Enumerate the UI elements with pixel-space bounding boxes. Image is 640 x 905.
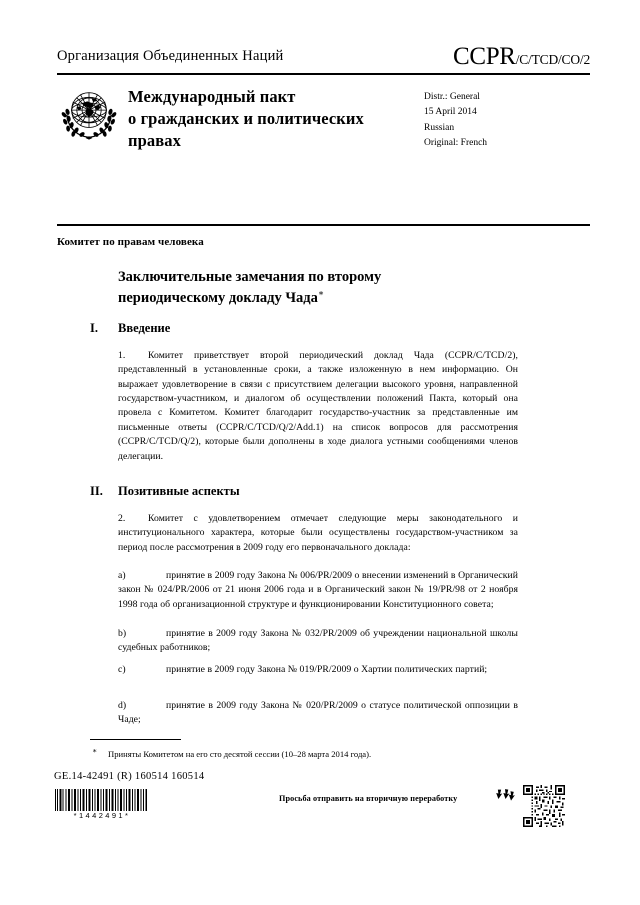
section-1-heading: Введение [118, 321, 171, 335]
document-language: Russian [424, 122, 455, 133]
list-item-c-label: c) [118, 664, 126, 675]
distribution-info [424, 90, 487, 152]
title-footnote-marker: ∗ [317, 288, 324, 298]
paragraph-2-text: Комитет с удовлетворением отмечает следующие меры законодательного и институционального характера, которые были осуществлены государством-участником за период после рассмотрения в 2009 году его первоначального доклада: [118, 513, 518, 553]
header-top-rule [57, 73, 590, 75]
document-symbol [453, 43, 590, 71]
page-title-line-2: периодическому докладу Чада [118, 289, 318, 306]
un-emblem-icon [60, 84, 118, 142]
organization-name: Организация Объединенных Наций [57, 48, 284, 64]
list-item-a-text: принятие в 2009 году Закона № 006/PR/2009 о внесении изменений в Органический закон № 024/PR/2006 от 21 июня 2006 года и в Органический закон № 19/PR/98 от 2 ноября 1998 года об организационной структуре и функционировании Конституционного совета; [118, 570, 518, 610]
distribution-type: Distr.: General [424, 92, 480, 102]
section-2-number: II. [90, 484, 103, 498]
list-item-c [118, 663, 518, 677]
covenant-title-line-1: Международный пакт [128, 87, 296, 106]
page-title-line-1: Заключительные замечания по второму [118, 269, 382, 285]
covenant-title [128, 86, 408, 152]
original-language: Original: French [424, 138, 488, 149]
list-item-b-text: принятие в 2009 году Закона № 032/PR/2009 об учреждении национальной школы судебных работников; [118, 628, 518, 654]
paragraph-1-text: Комитет приветствует второй периодический доклад Чада (CCPR/C/TCD/2), представленный в установленные сроки, а также изложенную в нем информацию. Он выражает удовлетворение в связи с присутствием делегации высокого уровня, направленной государством-участником, и диалогом об осуществлении положений Пакта, который она провела с Комитетом. Комитет благодарит государство-участник за представленные им письменные ответы (CCPR/C/TCD/Q/2/Add.1) на список вопросов для рассмотрения (CCPR/C/TCD/Q/2), которые были дополнены в ходе диалога устными сообщениями членов делегации. [118, 350, 518, 462]
list-item-d [118, 699, 518, 728]
header-bottom-rule [57, 224, 590, 226]
document-symbol-suffix: /C/TCD/CO/2 [515, 52, 590, 67]
covenant-title-line-2: о гражданских и политических [128, 108, 364, 128]
section-2-heading: Позитивные аспекты [118, 484, 240, 498]
document-job-number: GE.14-42491 (R) 160514 160514 [54, 771, 205, 782]
paragraph-2 [118, 512, 518, 555]
section-1-number: I. [90, 321, 98, 335]
footnote-text: Приняты Комитетом на его сто десятой сессии (10–28 марта 2014 года). [108, 748, 372, 759]
barcode [55, 789, 147, 811]
header-top-row [57, 43, 590, 72]
list-item-a-label: a) [118, 570, 126, 581]
committee-name: Комитет по правам человека [57, 236, 204, 248]
list-item-c-text: принятие в 2009 году Закона № 019/PR/2009 о Хартии политических партий; [166, 664, 488, 675]
list-item-d-label: d) [118, 700, 127, 711]
list-item-d-text: принятие в 2009 году Закона № 020/PR/2009 о статусе политической оппозиции в Чаде; [118, 700, 518, 726]
barcode-number: *1442491* [73, 811, 131, 820]
document-date: 15 April 2014 [424, 107, 477, 118]
footnote [92, 746, 522, 760]
recycle-globe-icon [494, 788, 516, 806]
recycle-notice: Просьба отправить на вторичную переработку [279, 794, 458, 803]
paragraph-1 [118, 349, 518, 464]
paragraph-1-number: 1. [118, 350, 126, 361]
list-item-b-label: b) [118, 628, 127, 639]
paragraph-2-number: 2. [118, 513, 126, 524]
list-item-a [118, 569, 518, 612]
covenant-title-line-3: правах [128, 130, 181, 150]
list-item-b [118, 627, 518, 656]
page-title [118, 267, 458, 308]
footnote-marker: ∗ [92, 746, 98, 755]
document-symbol-main: CCPR [452, 43, 516, 70]
footnote-separator [90, 739, 181, 740]
qr-code [523, 785, 565, 827]
